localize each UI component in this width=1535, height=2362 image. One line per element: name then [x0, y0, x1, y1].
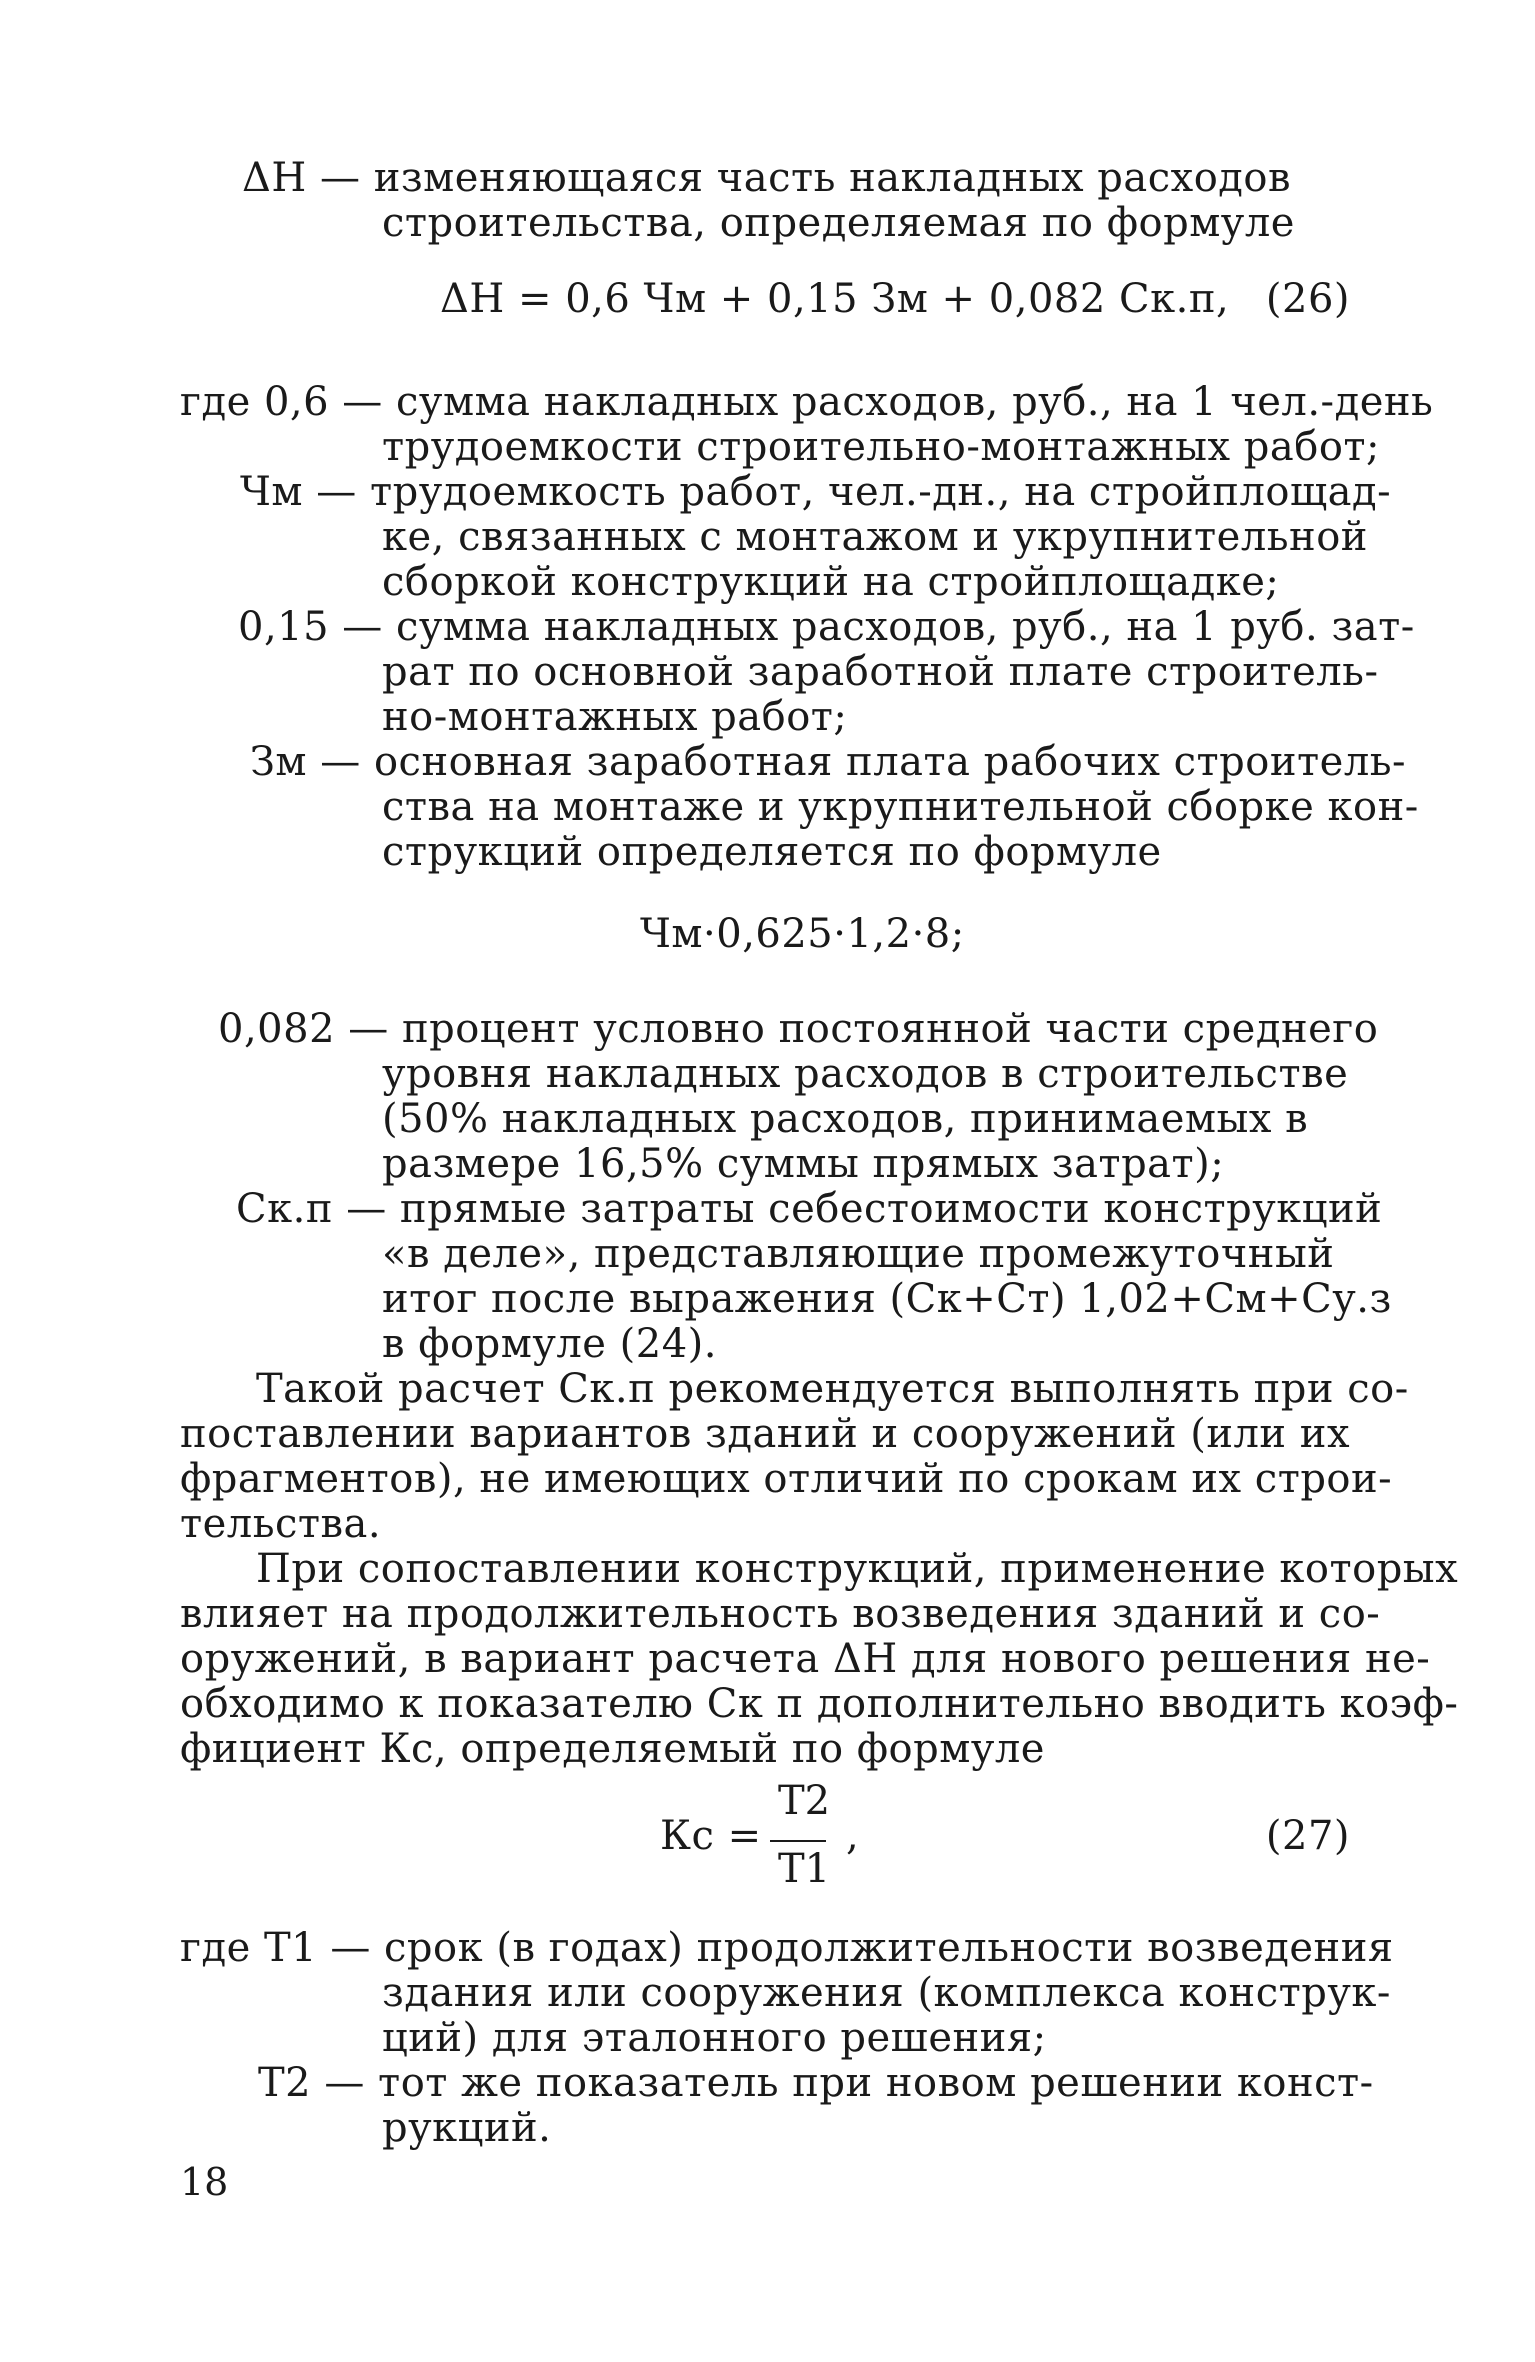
text-line: Ск.п — прямые затраты себестоимости конструкций — [236, 1186, 1383, 1232]
fraction-numerator: Т2 — [778, 1778, 831, 1824]
fraction-bar — [770, 1840, 826, 1842]
text-line: Чм — трудоемкость работ, чел.-дн., на стройплощад- — [240, 469, 1392, 515]
text-line: Такой расчет Ск.п рекомендуется выполнять при со- — [256, 1366, 1409, 1412]
text-line: сборкой конструкций на стройплощадке; — [382, 559, 1280, 605]
text-line: в формуле (24). — [382, 1321, 717, 1367]
text-line: но-монтажных работ; — [382, 694, 848, 740]
text-line: Зм — основная заработная плата рабочих строитель- — [250, 739, 1407, 785]
formula-27-number: (27) — [1265, 1813, 1350, 1859]
text-line: поставлении вариантов зданий и сооружений (или их — [180, 1411, 1351, 1457]
text-line: трудоемкости строительно-монтажных работ; — [382, 424, 1380, 470]
text-line: струкций определяется по формуле — [382, 829, 1162, 875]
formula-27-left: Кс = — [660, 1813, 762, 1859]
formula-zm: Чм·0,625·1,2·8; — [640, 911, 965, 957]
text-line: При сопоставлении конструкций, применение которых — [256, 1546, 1459, 1592]
text-line: «в деле», представляющие промежуточный — [382, 1231, 1335, 1277]
text-line: ций) для эталонного решения; — [382, 2015, 1047, 2061]
text-line: размере 16,5% суммы прямых затрат); — [382, 1141, 1225, 1187]
fraction-denominator: Т1 — [778, 1846, 831, 1892]
text-line: рат по основной заработной плате строитель- — [382, 649, 1379, 695]
formula-26: ΔН = 0,6 Чм + 0,15 Зм + 0,082 Ск.п, — [440, 276, 1230, 322]
text-line: тельства. — [180, 1501, 382, 1547]
text-line: 0,082 — процент условно постоянной части среднего — [218, 1006, 1379, 1052]
text-line: обходимо к показателю Ск п дополнительно вводить коэф- — [180, 1681, 1459, 1727]
text-line: Т2 — тот же показатель при новом решении конст- — [258, 2060, 1374, 2106]
text-line: рукций. — [382, 2105, 552, 2151]
text-line: оружений, в вариант расчета ΔН для нового решения не- — [180, 1636, 1431, 1682]
text-line: здания или сооружения (комплекса конструк- — [382, 1970, 1391, 2016]
text-line: уровня накладных расходов в строительстве — [382, 1051, 1349, 1097]
formula-26-number: (26) — [1265, 276, 1350, 322]
text-line: фрагментов), не имеющих отличий по срокам их строи- — [180, 1456, 1393, 1502]
formula-27-fraction — [770, 1778, 830, 1898]
text-line: где Т1 — срок (в годах) продолжительности возведения — [180, 1925, 1394, 1971]
formula-27-comma: , — [846, 1813, 860, 1859]
text-line: ΔН — изменяющаяся часть накладных расходов — [242, 155, 1292, 201]
text-line: итог после выражения (Ск+Ст) 1,02+См+Су.з — [382, 1276, 1392, 1322]
text-line: (50% накладных расходов, принимаемых в — [382, 1096, 1309, 1142]
text-line: влияет на продолжительность возведения зданий и со- — [180, 1591, 1381, 1637]
text-line: фициент Кс, определяемый по формуле — [180, 1726, 1045, 1772]
text-line: 0,15 — сумма накладных расходов, руб., на 1 руб. зат- — [238, 604, 1415, 650]
text-line: где 0,6 — сумма накладных расходов, руб., на 1 чел.-день — [180, 379, 1434, 425]
text-line: строительства, определяемая по формуле — [382, 200, 1295, 246]
text-line: ке, связанных с монтажом и укрупнительной — [382, 514, 1368, 560]
page-number: 18 — [180, 2160, 229, 2204]
text-line: ства на монтаже и укрупнительной сборке кон- — [382, 784, 1419, 830]
